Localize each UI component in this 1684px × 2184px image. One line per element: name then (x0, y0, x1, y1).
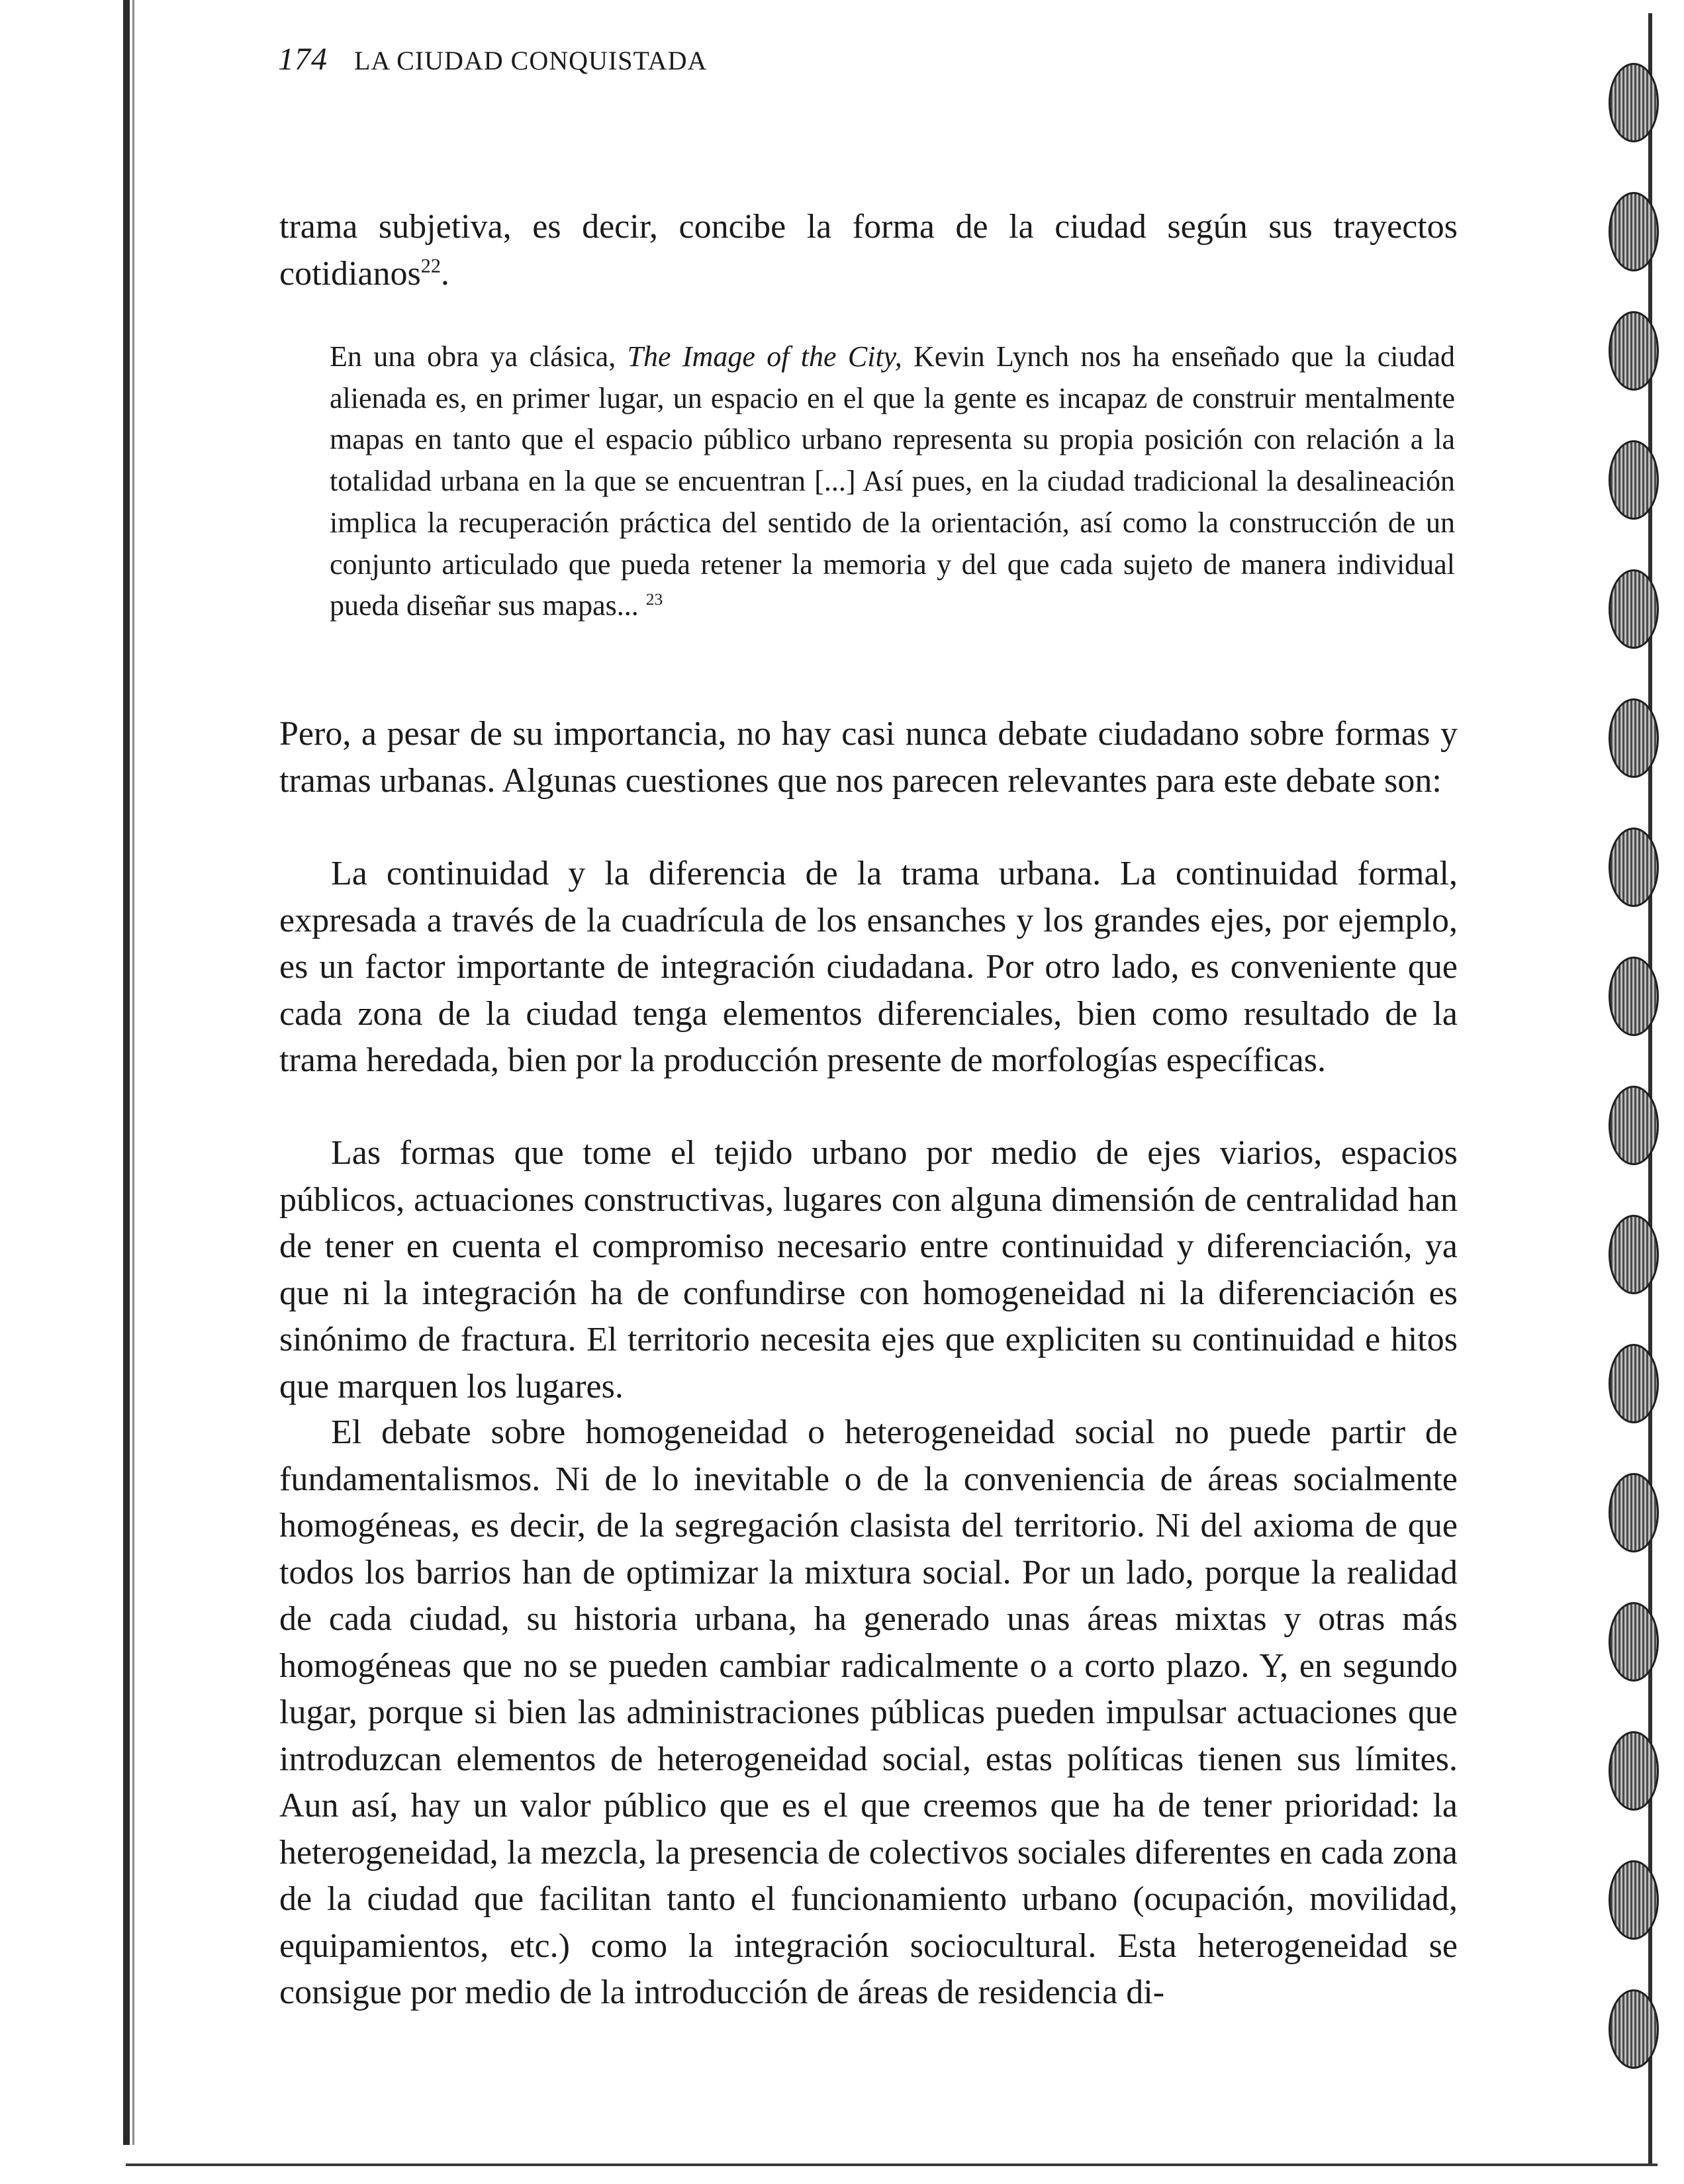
paragraph-continuation (279, 204, 1458, 297)
spiral-ring (1609, 1989, 1659, 2069)
spiral-ring (1609, 1086, 1659, 1165)
spiral-ring (1609, 192, 1659, 271)
paragraph (279, 1130, 1458, 1410)
spiral-ring (1609, 1731, 1659, 1811)
spiral-ring (1609, 569, 1659, 649)
spiral-ring (1609, 1860, 1659, 1940)
quote-text-before: En una obra ya clásica, (330, 340, 628, 373)
scan-binding-edge (123, 0, 130, 2145)
paragraph-text: La continuidad y la diferencia de la trama urbana. La continuidad formal, expresada a través de la cuadrícula de los ensanches y los grandes ejes, por ejemplo, es un factor importante de integración ciudadana. Por otro lado, es conveniente que cada zona de la ciudad tenga elementos diferenciales, bien como resultado de la trama heredada, bien por la producción presente de morfologías específicas. (279, 855, 1458, 1079)
footnote-ref: 23 (645, 589, 663, 609)
spiral-ring (1609, 957, 1659, 1036)
book-title: The Image of the City, (627, 340, 902, 373)
spiral-ring (1609, 828, 1659, 907)
footnote-ref: 22 (420, 254, 441, 277)
spiral-ring (1609, 63, 1659, 142)
spiral-binding (1609, 0, 1661, 2184)
paragraph (279, 851, 1458, 1084)
paragraph-text: El debate sobre homogeneidad o heterogeneidad social no puede partir de fundamentalismos. Ni de lo inevitable o de la conveniencia de áreas socialmente homogéneas, es decir, de la segregación clasista del territorio. Ni del axioma de que todos los barrios han de optimizar la mixtura social. Por un lado, porque la realidad de cada ciudad, su historia urbana, ha generado unas áreas mixtas y otras más homogéneas que no se pueden cambiar radicalmente o a corto plazo. Y, en segundo lugar, porque si bien las administraciones públicas pueden impulsar actuaciones que introduzcan elementos de heterogeneidad social, estas políticas tienen sus límites. Aun así, hay un valor público que es el que creemos que ha de tener prioridad: la heterogeneidad, la mezcla, la presencia de colectivos sociales diferentes en cada zona de la ciudad que facilitan tanto el funcionamiento urbano (ocupación, movilidad, equipamientos, etc.) como la integración sociocultural. Esta heterogeneidad se consigue por medio de la introducción de áreas de residencia di- (279, 1413, 1458, 2011)
paragraph-text: Las formas que tome el tejido urbano por medio de ejes viarios, espacios públicos, actuaciones constructivas, lugares con alguna dimensión de centralidad han de tener en cuenta el compromiso necesario entre continuidad y diferenciación, ya que ni la integración ha de confundirse con homogeneidad ni la diferenciación es sinónimo de fractura. El territorio necesita ejes que expliciten su continuidad e hitos que marquen los lugares. (279, 1134, 1458, 1405)
spiral-ring (1609, 1602, 1659, 1682)
page-number: 174 (278, 42, 328, 77)
scan-bottom-edge (126, 2163, 1658, 2166)
running-header (278, 41, 707, 77)
paragraph-text: trama subjetiva, es decir, concibe la forma de la ciudad según sus trayectos cotidianos (279, 208, 1458, 293)
spiral-ring (1609, 1215, 1659, 1294)
paragraph (279, 1409, 1458, 2017)
spiral-ring (1609, 1344, 1659, 1423)
spiral-ring (1609, 440, 1659, 520)
spiral-ring (1609, 698, 1659, 778)
running-title: LA CIUDAD CONQUISTADA (354, 46, 708, 75)
scan-binding-shadow (132, 0, 134, 2145)
paragraph-text: Pero, a pesar de su importancia, no hay casi nunca debate ciudadano sobre formas y tramas urbanas. Algunas cuestiones que nos parecen relevantes para este debate son: (279, 715, 1458, 800)
spiral-ring (1609, 311, 1659, 391)
spiral-ring (1609, 1473, 1659, 1552)
quote-text-after: Kevin Lynch nos ha enseñado que la ciudad alienada es, en primer lugar, un espacio en el que la gente es incapaz de construir mentalmente mapas en tanto que el espacio público urbano representa su propia posición con relación a la totalidad urbana en la que se encuentran [...] Así pues, en la ciudad tradicional la desalineación implica la recuperación práctica del sentido de la orientación, así como la construcción de un conjunto articulado que pueda retener la memoria y del que cada sujeto de manera individual pueda diseñar sus mapas... (330, 340, 1455, 622)
block-quote (330, 336, 1455, 627)
paragraph-end: . (440, 254, 449, 293)
paragraph (279, 711, 1458, 804)
